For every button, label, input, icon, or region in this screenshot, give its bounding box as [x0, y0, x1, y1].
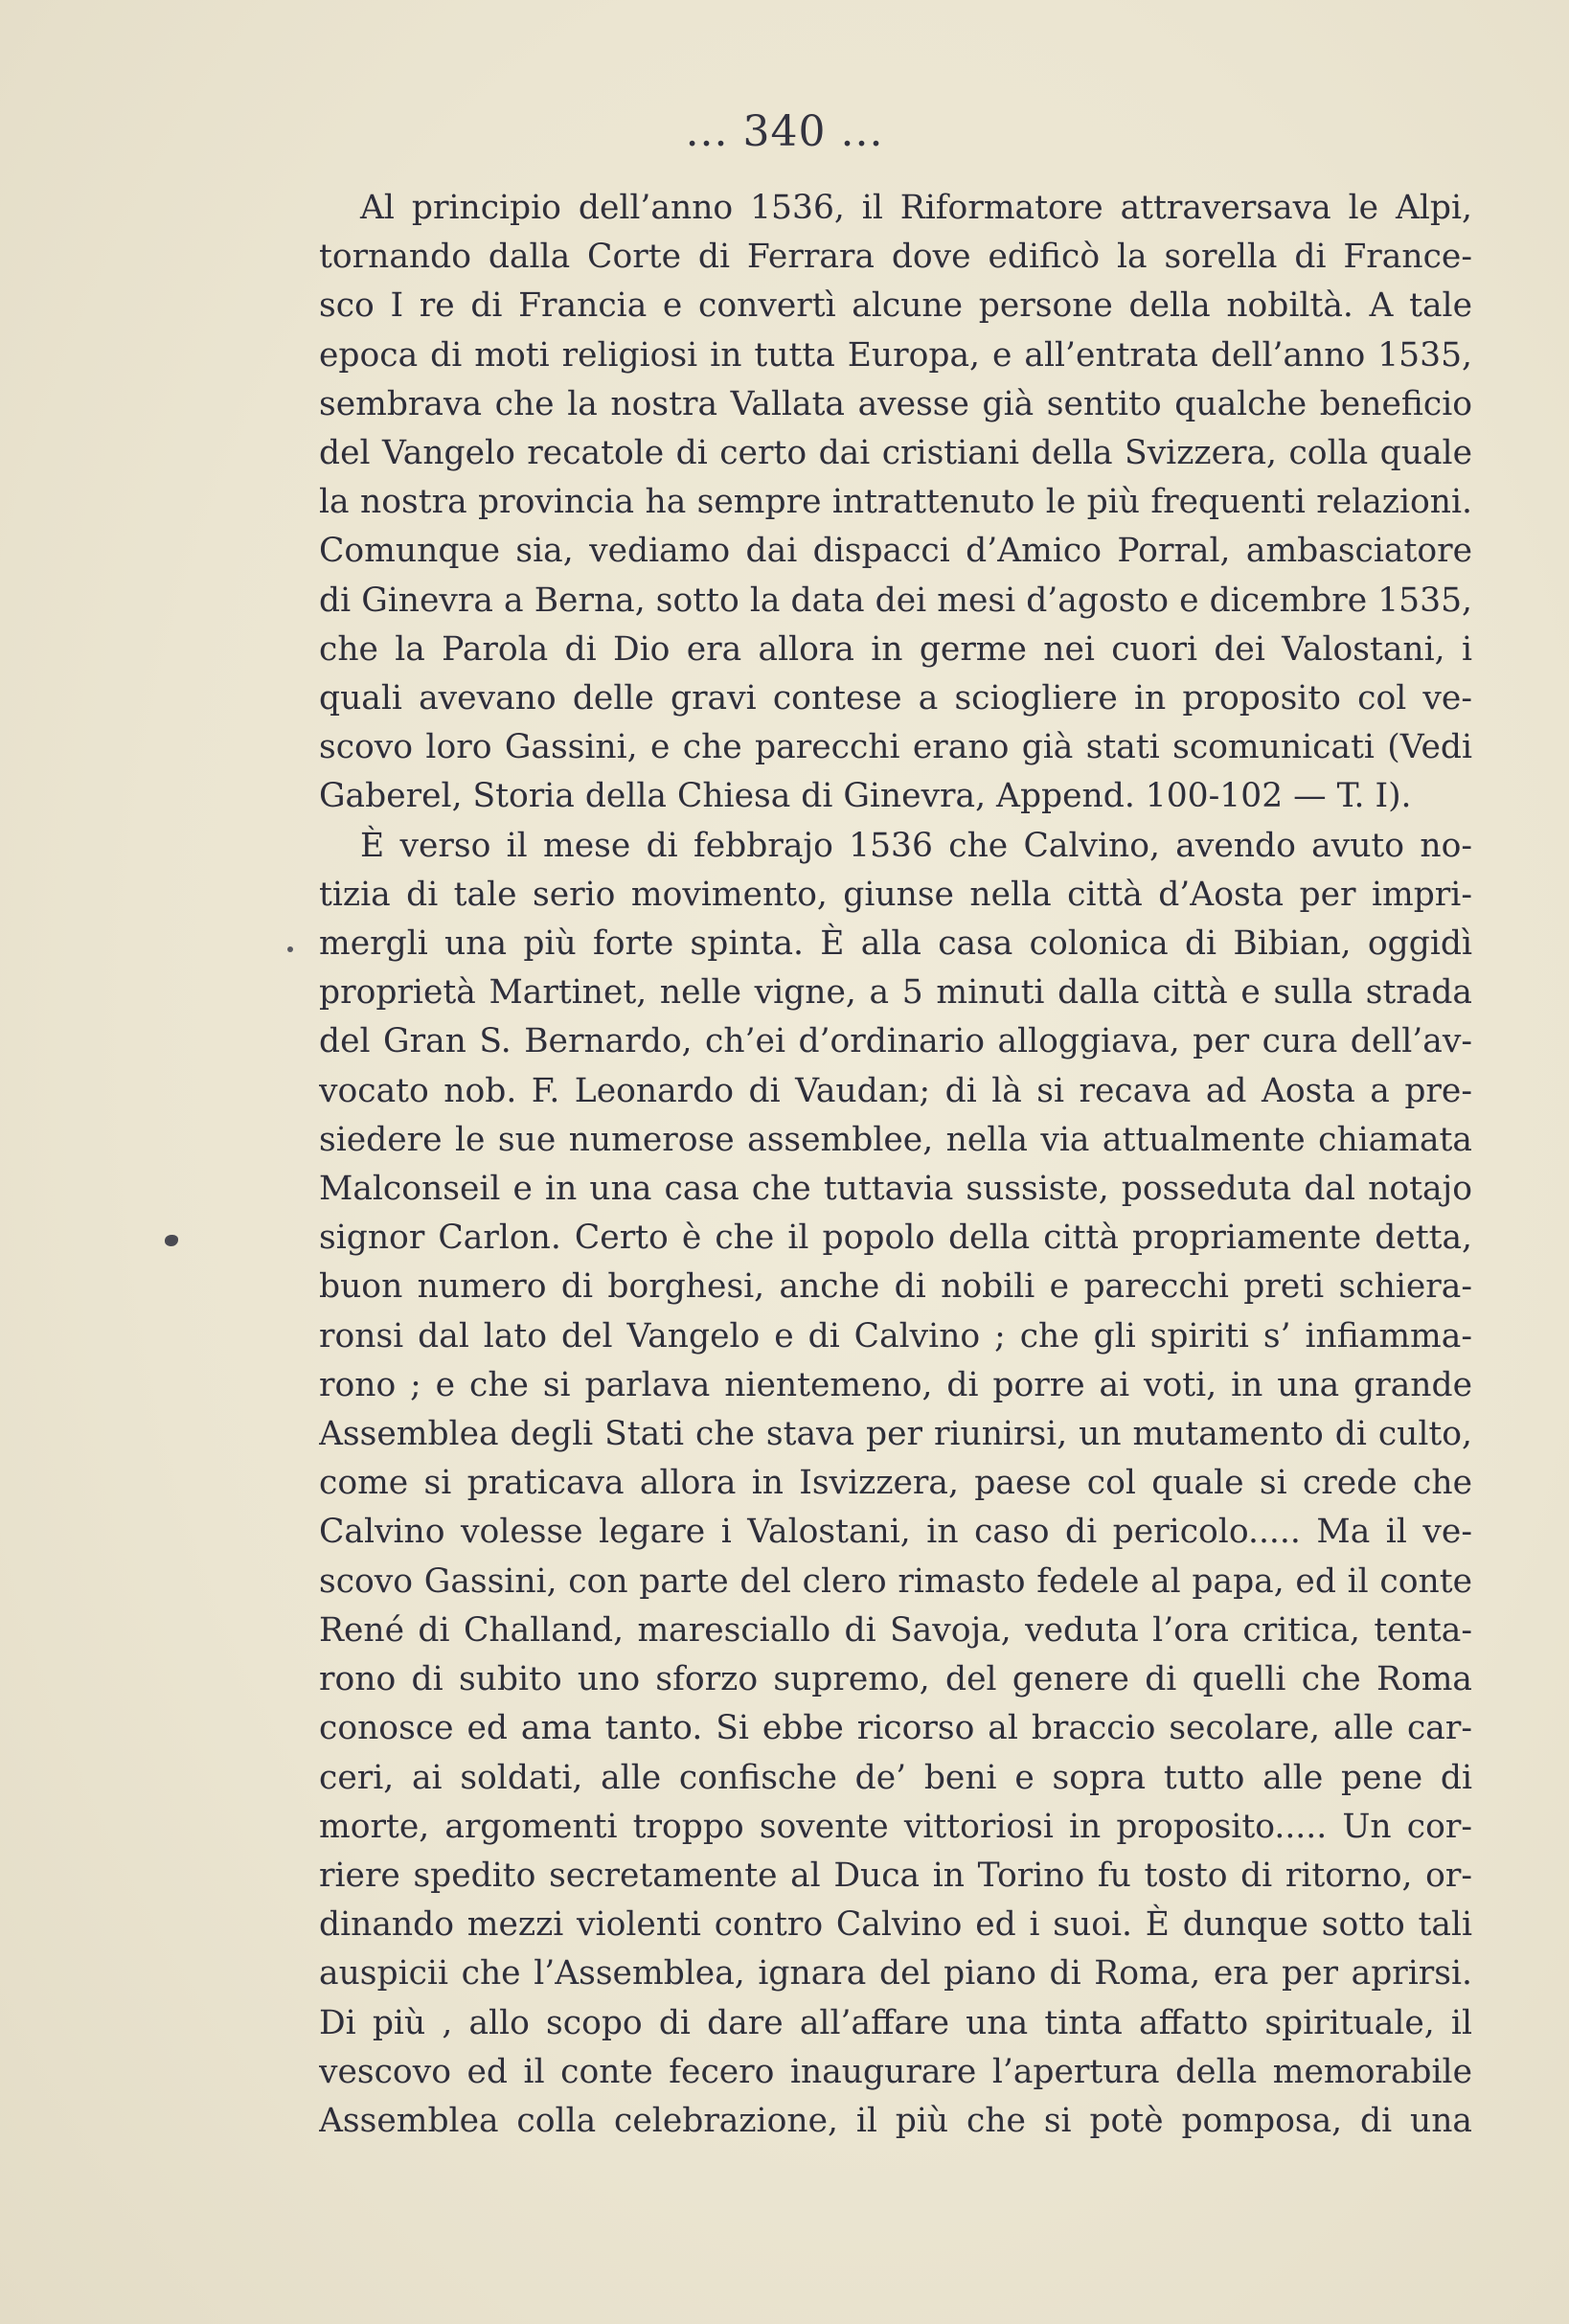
text-line: René di Challand, maresciallo di Savoja, veduta l’ora critica, tenta- [319, 1610, 1472, 1650]
text-line: ceri, ai soldati, alle confische de’ beni e sopra tutto alle pene di [319, 1758, 1472, 1797]
text-line: signor Carlon. Certo è che il popolo della città propriamente detta, [319, 1219, 1472, 1258]
text-line: tizia di tale serio movimento, giunse nella città d’Aosta per impri- [319, 875, 1472, 914]
margin-dot [287, 946, 293, 952]
text-line: tornando dalla Corte di Ferrara dove edificò la sorella di France- [319, 238, 1472, 277]
text-line: Calvino volesse legare i Valostani, in caso di pericolo..... Ma il ve- [319, 1513, 1472, 1552]
text-line: Assemblea degli Stati che stava per riunirsi, un mutamento di culto, [319, 1415, 1472, 1454]
text-line: rono ; e che si parlava nientemeno, di porre ai voti, in una grande [319, 1365, 1472, 1404]
text-line: proprietà Martinet, nelle vigne, a 5 minuti dalla città e sulla strada [319, 973, 1472, 1013]
text-line: vocato nob. F. Leonardo di Vaudan; di là si recava ad Aosta a pre- [319, 1071, 1472, 1110]
text-line: quali avevano delle gravi contese a sciogliere in proposito col ve- [319, 679, 1472, 718]
text-line: auspicii che l’Assemblea, ignara del piano di Roma, era per aprirsi. [319, 1954, 1472, 1994]
text-line: Assemblea colla celebrazione, il più che si potè pomposa, di una [319, 2101, 1472, 2140]
text-line: mergli una più forte spinta. È alla casa colonica di Bibian, oggidì [319, 924, 1472, 964]
text-line: scovo Gassini, con parte del clero rimasto fedele al papa, ed il conte [319, 1561, 1472, 1601]
text-line: epoca di moti religiosi in tutta Europa, e all’entrata dell’anno 1535, [319, 335, 1472, 375]
body-text [319, 184, 1472, 2146]
text-line: la nostra provincia ha sempre intrattenuto le più frequenti relazioni. [319, 483, 1472, 522]
text-line: scovo loro Gassini, e che parecchi erano già stati scomunicati (Vedi [319, 728, 1472, 767]
text-line: Malconseil e in una casa che tuttavia sussiste, posseduta dal notajo [319, 1170, 1472, 1209]
text-line: Comunque sia, vediamo dai dispacci d’Amico Porral, ambasciatore [319, 532, 1472, 571]
text-line: Al principio dell’anno 1536, il Riformatore attraversava le Alpi, [360, 189, 1472, 227]
text-line: È verso il mese di febbrajo 1536 che Calvino, avendo avuto no- [360, 826, 1472, 865]
text-line: ronsi dal lato del Vangelo e di Calvino ; che gli spiriti s’ infiamma- [319, 1316, 1472, 1356]
text-line: Gaberel, Storia della Chiesa di Ginevra, Append. 100-102 — T. I). [319, 777, 1412, 816]
text-line: che la Parola di Dio era allora in germe nei cuori dei Valostani, i [319, 629, 1472, 669]
text-line: vescovo ed il conte fecero inaugurare l’apertura della memorabile [319, 2052, 1472, 2091]
text-line: conosce ed ama tanto. Si ebbe ricorso al braccio secolare, alle car- [319, 1709, 1472, 1748]
ink-blot [165, 1235, 178, 1246]
text-line: di Ginevra a Berna, sotto la data dei mesi d’agosto e dicembre 1535, [319, 581, 1472, 620]
text-line: siedere le sue numerose assemblee, nella via attualmente chiamata [319, 1120, 1472, 1159]
text-line: morte, argomenti troppo sovente vittoriosi in proposito..... Un cor- [319, 1807, 1472, 1846]
paragraph-1 [319, 184, 1472, 822]
paragraph-2 [319, 822, 1472, 2146]
text-line: sembrava che la nostra Vallata avesse già sentito qualche beneficio [319, 384, 1472, 423]
text-line: sco I re di Francia e convertì alcune persone della nobiltà. A tale [319, 286, 1472, 326]
text-line: buon numero di borghesi, anche di nobili e parecchi preti schiera- [319, 1267, 1472, 1307]
text-line: riere spedito secretamente al Duca in Torino fu tosto di ritorno, or- [319, 1856, 1472, 1895]
text-line: rono di subito uno sforzo supremo, del genere di quelli che Roma [319, 1660, 1472, 1699]
text-line: come si praticava allora in Isvizzera, paese col quale si crede che [319, 1464, 1472, 1503]
text-line: del Vangelo recatole di certo dai cristiani della Svizzera, colla quale [319, 434, 1472, 473]
page-number: ... 340 ... [685, 107, 884, 156]
text-line: del Gran S. Bernardo, ch’ei d’ordinario alloggiava, per cura dell’av- [319, 1022, 1472, 1061]
text-line: Di più , allo scopo di dare all’affare una tinta affatto spirituale, il [319, 2003, 1472, 2042]
text-line: dinando mezzi violenti contro Calvino ed i suoi. È dunque sotto tali [319, 1905, 1472, 1945]
